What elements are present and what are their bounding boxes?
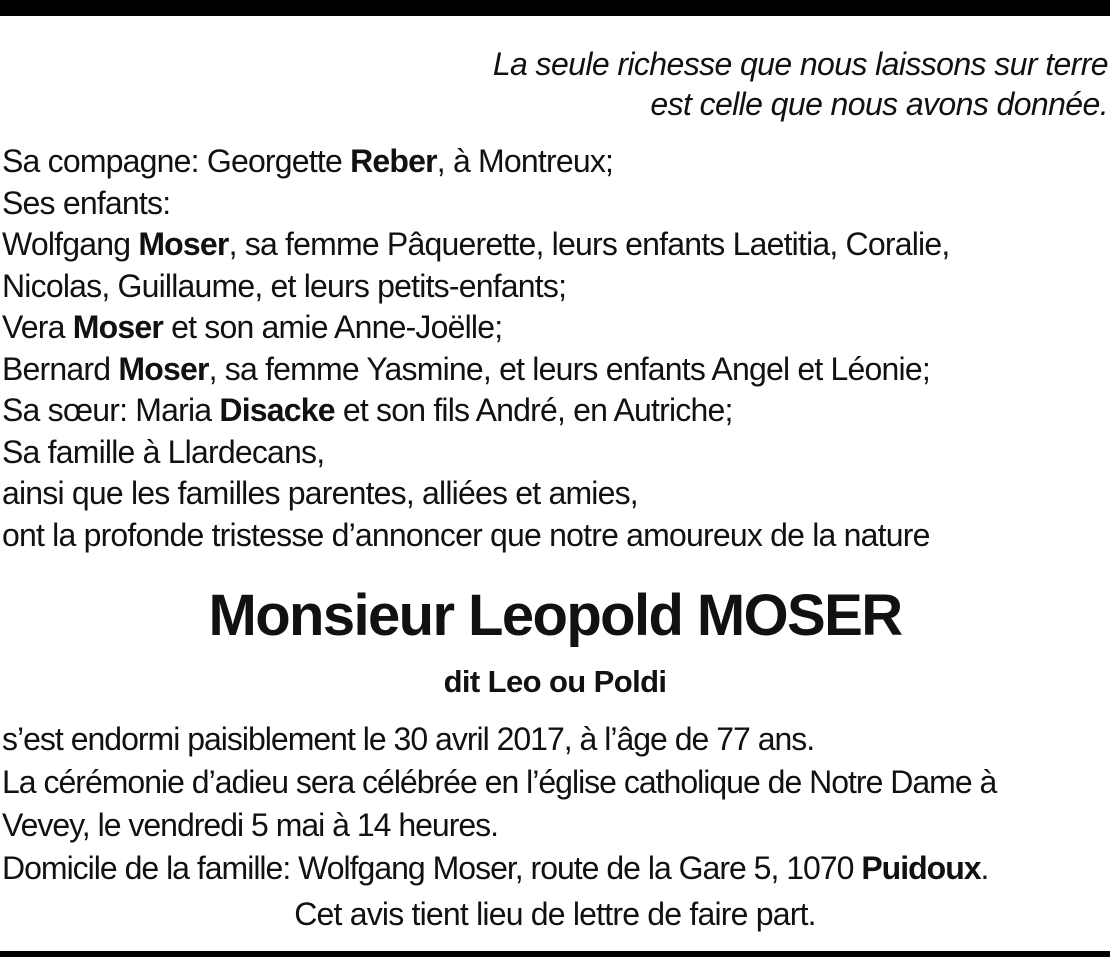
deceased-name: Monsieur Leopold MOSER [208,583,902,648]
child-2-line [2,307,949,349]
announcement-line: ont la profonde tristesse d’annoncer que notre amoureux de la nature [2,516,930,553]
epigraph-line-1: La seule richesse que nous laissons sur terre [492,46,1108,82]
child-1-first: Wolfgang [2,226,139,262]
domicile-suffix: . [980,850,989,886]
sister-suffix: et son fils André, en Autriche; [334,392,733,428]
extended-family-line: ainsi que les familles parentes, alliées et amies, [2,475,638,511]
companion-prefix: Sa compagne: Georgette [2,143,351,179]
epigraph-quote [493,44,1108,124]
obituary-details [2,718,996,890]
family-list [2,141,949,556]
child-1-line [2,224,949,266]
child-1-suffix: , sa femme Pâquerette, leurs enfants Laetitia, Coralie, [228,226,950,262]
companion-line [2,141,949,183]
child-1-continued: Nicolas, Guillaume, et leurs petits-enfants; [2,267,567,304]
child-3-line [2,349,949,391]
ceremony-line-1: La cérémonie d’adieu sera célébrée en l’église catholique de Notre Dame à [2,764,997,800]
sister-line [2,390,949,432]
child-3-first: Bernard [2,350,119,387]
child-2-suffix: et son amie Anne-Joëlle; [163,309,503,345]
companion-suffix: , à Montreux; [436,143,614,179]
child-3-surname: Moser [118,350,209,387]
child-2-first: Vera [2,309,73,345]
notice-line: Cet avis tient lieu de lettre de faire part. [294,896,816,932]
sister-prefix: Sa sœur: Maria [2,392,220,428]
child-3-suffix: , sa femme Yasmine, et leurs enfants Angel et Léonie; [208,350,930,387]
sister-surname: Disacke [219,392,335,428]
deceased-nickname: dit Leo ou Poldi [443,664,667,699]
domicile-town: Puidoux [861,850,981,886]
family-place-line: Sa famille à Llardecans, [2,433,325,470]
top-border-rule [0,0,1110,16]
domicile-line [2,847,996,890]
companion-surname: Reber [350,143,437,179]
domicile-prefix: Domicile de la famille: Wolfgang Moser, route de la Gare 5, 1070 [2,850,862,886]
child-1-surname: Moser [138,226,229,262]
child-2-surname: Moser [72,309,163,345]
children-heading: Ses enfants: [2,184,171,221]
ceremony-line-2: Vevey, le vendredi 5 mai à 14 heures. [2,807,499,843]
bottom-border-rule [0,951,1110,957]
epigraph-line-2: est celle que nous avons donnée. [650,86,1108,122]
death-line: s’est endormi paisiblement le 30 avril 2017, à l’âge de 77 ans. [2,721,815,757]
